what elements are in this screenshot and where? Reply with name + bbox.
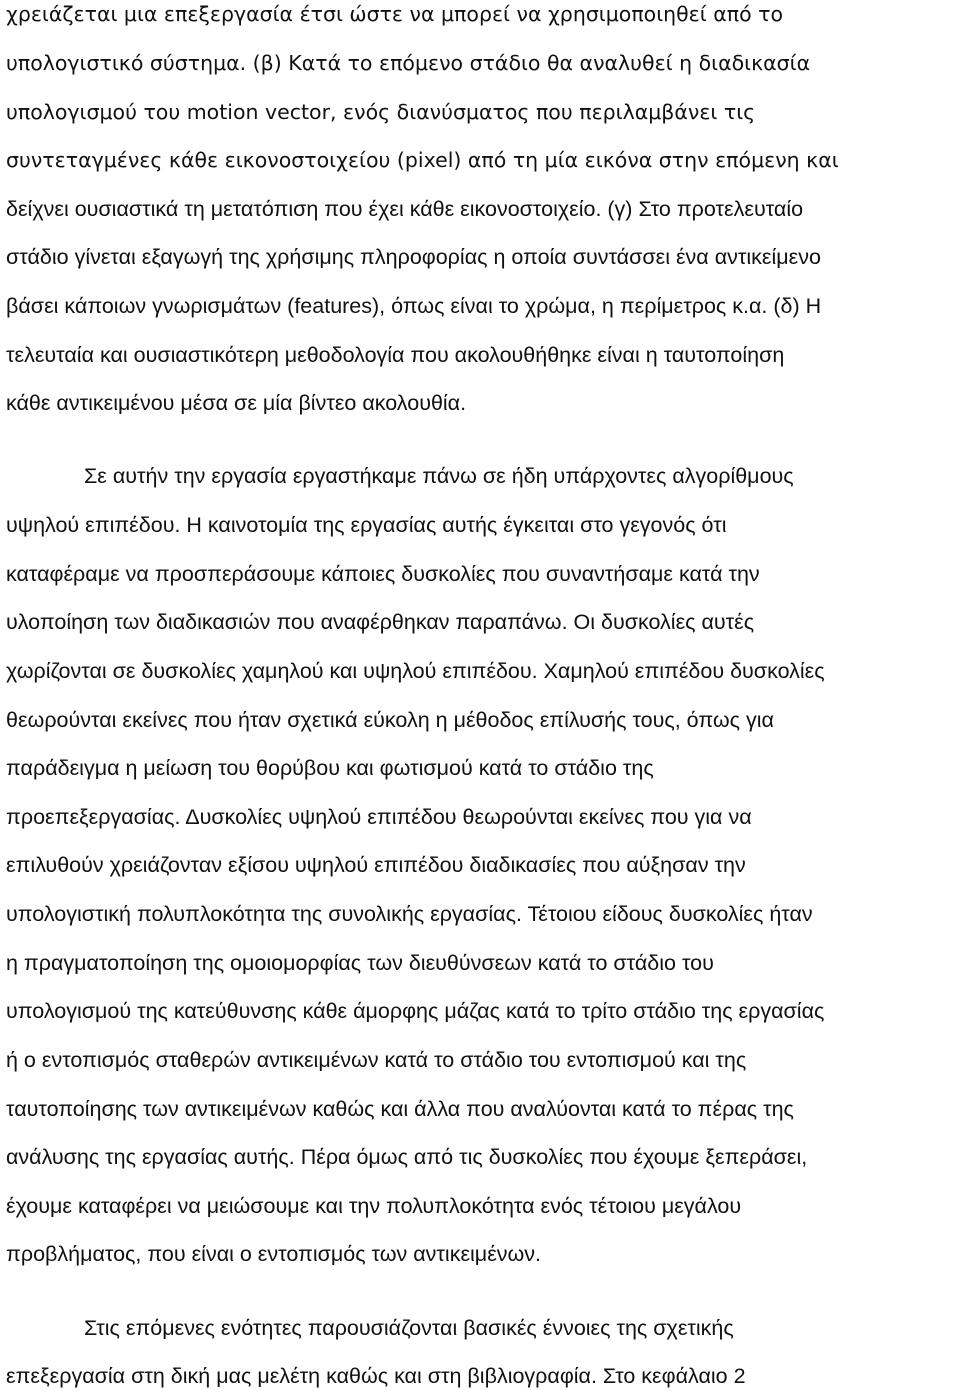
text-line: χωρίζονται σε δυσκολίες χαμηλού και υψηλού επιπέδου. Χαμηλού επιπέδου δυσκολίες [6, 659, 825, 683]
text-line: συντεταγμένες κάθε εικονοστοιχείου (pixel) από τη μία εικόνα στην επόμενη και [6, 148, 839, 172]
text-line: τελευταία και ουσιαστικότερη μεθοδολογία που ακολουθήθηκε είναι η ταυτοποίηση [6, 343, 785, 367]
text-line: ή ο εντοπισμός σταθερών αντικειμένων κατά το στάδιο του εντοπισμού και της [6, 1048, 747, 1072]
text-line: προβλήματος, που είναι ο εντοπισμός των αντικειμένων. [6, 1242, 542, 1266]
text-line: βάσει κάποιων γνωρισμάτων (features), όπως είναι το χρώμα, η περίμετρος κ.α. (δ) Η [6, 294, 822, 318]
text-line: παράδειγμα η μείωση του θορύβου και φωτισμού κατά το στάδιο της [6, 756, 654, 780]
text-line: υλοποίηση των διαδικασιών που αναφέρθηκαν παραπάνω. Οι δυσκολίες αυτές [6, 610, 755, 634]
text-line: υψηλού επιπέδου. Η καινοτομία της εργασίας αυτής έγκειται στο γεγονός ότι [6, 513, 727, 537]
text-line: ταυτοποίησης των αντικειμένων καθώς και άλλα που αναλύονται κατά το πέρας της [6, 1097, 794, 1121]
text-line: καταφέραμε να προσπεράσουμε κάποιες δυσκολίες που συναντήσαμε κατά την [6, 562, 760, 586]
text-line: υπολογιστικό σύστημα. (β) Κατά το επόμενο στάδιο θα αναλυθεί η διαδικασία [6, 51, 811, 75]
text-line: κάθε αντικειμένου μέσα σε μία βίντεο ακολουθία. [6, 391, 467, 415]
text-line: δείχνει ουσιαστικά τη μετατόπιση που έχει κάθε εικονοστοιχείο. (γ) Στο προτελευταίο [6, 197, 804, 221]
text-line: υπολογισμού της κατεύθυνσης κάθε άμορφης μάζας κατά το τρίτο στάδιο της εργασίας [6, 999, 825, 1023]
text-line: στάδιο γίνεται εξαγωγή της χρήσιμης πληροφορίας η οποία συντάσσει ένα αντικείμενο [6, 245, 821, 269]
text-line: υπολογισμού του motion vector, ενός διανύσματος που περιλαμβάνει τις [6, 100, 756, 124]
text-line: προεπεξεργασίας. Δυσκολίες υψηλού επιπέδου θεωρούνται εκείνες που για να [6, 805, 752, 829]
text-line: ανάλυσης της εργασίας αυτής. Πέρα όμως από τις δυσκολίες που έχουμε ξεπεράσει, [6, 1145, 808, 1169]
text-line: θεωρούνται εκείνες που ήταν σχετικά εύκολη η μέθοδος επίλυσής τους, όπως για [6, 708, 774, 732]
paragraph-first-line: Σε αυτήν την εργασία εργαστήκαμε πάνω σε ήδη υπάρχοντες αλγορίθμους [84, 464, 794, 488]
text-line: έχουμε καταφέρει να μειώσουμε και την πολυπλοκότητα ενός τέτοιου μεγάλου [6, 1194, 742, 1218]
text-line: χρειάζεται μια επεξεργασία έτσι ώστε να μπορεί να χρησιμοποιηθεί από το [6, 2, 784, 26]
paragraph-first-line: Στις επόμενες ενότητες παρουσιάζονται βασικές έννοιες της σχετικής [84, 1316, 734, 1340]
text-line: επεξεργασία στη δική μας μελέτη καθώς και στη βιβλιογραφία. Στο κεφάλαιο 2 [6, 1364, 746, 1388]
text-line: η πραγματοποίηση της ομοιομορφίας των διευθύνσεων κατά το στάδιο του [6, 951, 714, 975]
text-line: επιλυθούν χρειάζονταν εξίσου υψηλού επιπέδου διαδικασίες που αύξησαν την [6, 853, 746, 877]
text-line: υπολογιστική πολυπλοκότητα της συνολικής εργασίας. Τέτοιου είδους δυσκολίες ήταν [6, 902, 813, 926]
